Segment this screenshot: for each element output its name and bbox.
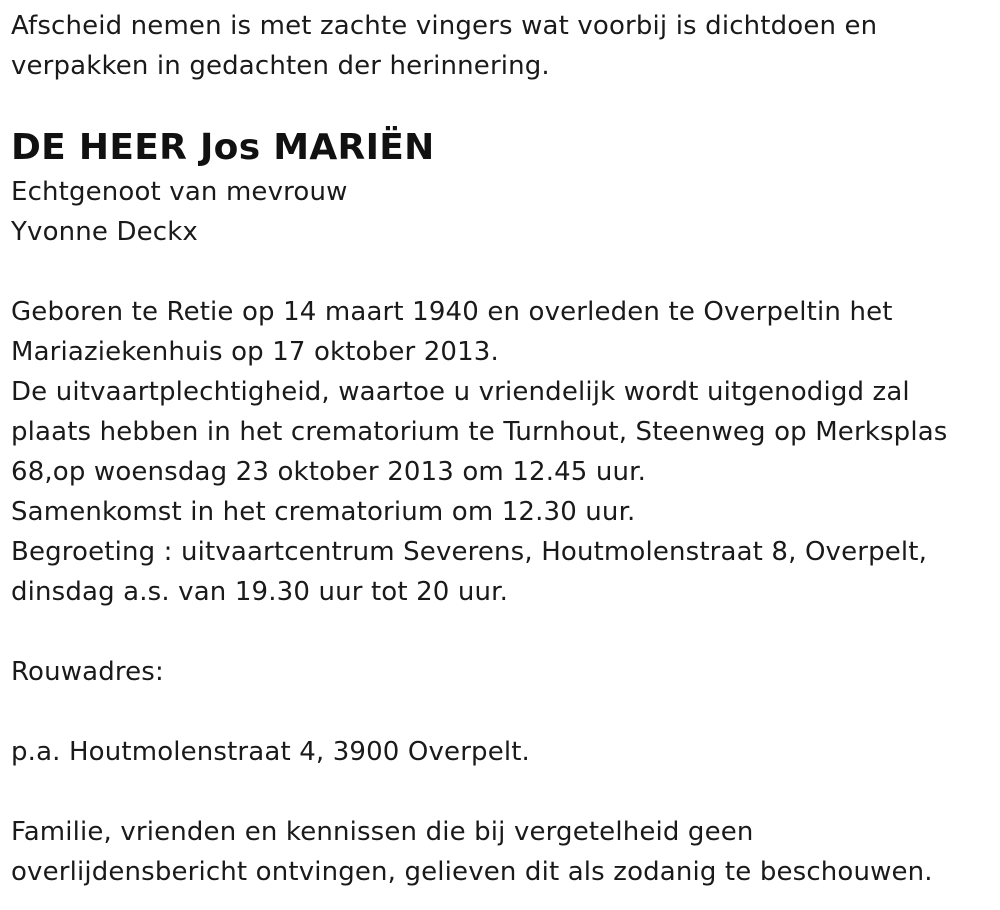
- details-line: dinsdag a.s. van 19.30 uur tot 20 uur.: [11, 577, 509, 607]
- details-line: Geboren te Retie op 14 maart 1940 en overleden te Overpeltin het: [11, 297, 893, 327]
- spacer: [11, 692, 991, 732]
- funeral-details: [11, 292, 991, 612]
- closing-note: [11, 812, 991, 892]
- deceased-name: DE HEER Jos MARIËN: [11, 127, 435, 168]
- details-line: 68,op woensdag 23 oktober 2013 om 12.45 uur.: [11, 457, 647, 487]
- details-line: plaats hebben in het crematorium te Turnhout, Steenweg op Merksplas: [11, 417, 948, 447]
- spacer: [11, 252, 991, 292]
- spouse-line-2: Yvonne Deckx: [11, 217, 198, 247]
- spacer: [11, 612, 991, 652]
- spouse-block: [11, 172, 991, 252]
- closing-line-1: Familie, vrienden en kennissen die bij vergetelheid geen: [11, 817, 754, 847]
- closing-line-2: overlijdensbericht ontvingen, gelieven dit als zodanig te beschouwen.: [11, 857, 933, 887]
- intro-line-2: verpakken in gedachten der herinnering.: [11, 51, 550, 81]
- details-line: Mariaziekenhuis op 17 oktober 2013.: [11, 337, 499, 367]
- details-line: De uitvaartplechtigheid, waartoe u vriendelijk wordt uitgenodigd zal: [11, 377, 910, 407]
- mourning-address: p.a. Houtmolenstraat 4, 3900 Overpelt.: [11, 737, 530, 767]
- intro-verse: [11, 6, 991, 86]
- mourning-address-label: Rouwadres:: [11, 657, 164, 687]
- intro-line-1: Afscheid nemen is met zachte vingers wat voorbij is dichtdoen en: [11, 11, 878, 41]
- details-line: Samenkomst in het crematorium om 12.30 uur.: [11, 497, 636, 527]
- spouse-line-1: Echtgenoot van mevrouw: [11, 177, 348, 207]
- details-line: Begroeting : uitvaartcentrum Severens, Houtmolenstraat 8, Overpelt,: [11, 537, 928, 567]
- spacer: [11, 772, 991, 812]
- obituary-notice: [11, 6, 991, 892]
